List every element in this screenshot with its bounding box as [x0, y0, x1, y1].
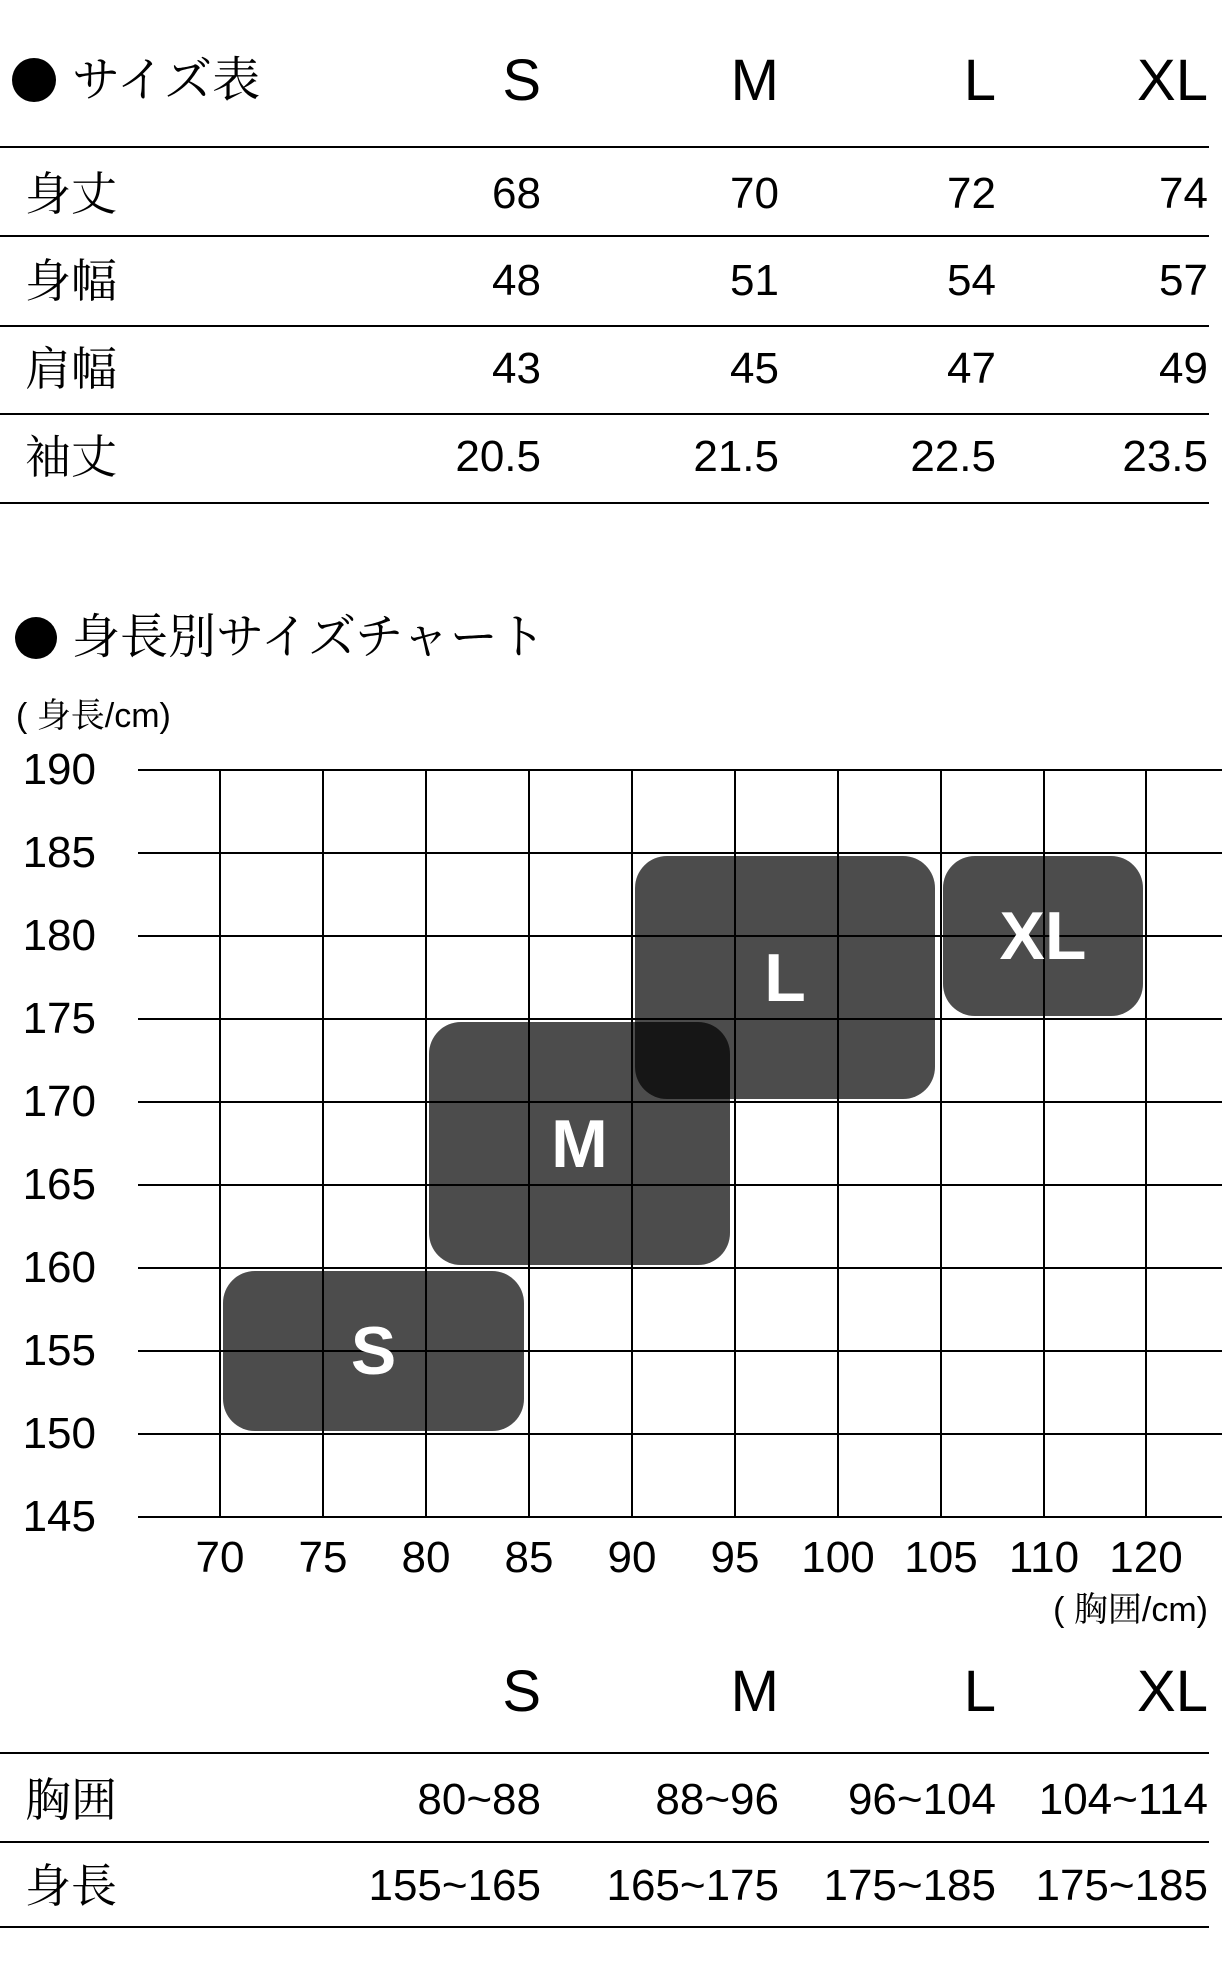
table-row — [0, 170, 1230, 218]
cell: 51 — [730, 256, 779, 305]
size-column-header-l: L — [963, 48, 996, 113]
y-axis-tick: 175 — [22, 994, 96, 1043]
y-axis-tick: 155 — [22, 1326, 96, 1375]
size-table-header-row — [0, 48, 1230, 113]
cell: 54 — [947, 256, 996, 305]
cell: 104~114 — [1038, 1775, 1208, 1824]
x-axis-tick: 85 — [504, 1533, 554, 1582]
x-axis-tick: 120 — [1109, 1533, 1183, 1582]
grid-line-vertical — [219, 769, 221, 1518]
y-axis-tick: 150 — [22, 1409, 96, 1458]
bullet-icon — [15, 617, 57, 659]
size-region-label: L — [764, 939, 806, 1016]
y-axis-tick: 145 — [22, 1492, 96, 1541]
table-row — [0, 1776, 1230, 1824]
size-region-s — [223, 1271, 524, 1431]
size-table-title: サイズ表 — [72, 54, 261, 107]
size-region-label: M — [551, 1105, 608, 1182]
cell: 74 — [1159, 169, 1208, 218]
grid-line-horizontal — [138, 1267, 1222, 1269]
cell: 96~104 — [847, 1775, 996, 1824]
table-row — [0, 433, 1230, 481]
x-axis-tick: 90 — [607, 1533, 657, 1582]
x-axis-tick: 105 — [904, 1533, 978, 1582]
cell: 47 — [947, 344, 996, 393]
row-label: 身幅 — [25, 255, 117, 307]
cell: 70 — [730, 169, 779, 218]
size-column-header-s: S — [502, 48, 541, 113]
cell: 155~165 — [368, 1861, 541, 1910]
y-axis-tick: 180 — [22, 911, 96, 960]
cell: 80~88 — [417, 1775, 541, 1824]
row-label: 身長 — [25, 1860, 117, 1912]
cell: 175~185 — [823, 1861, 996, 1910]
divider — [0, 502, 1209, 504]
fit-column-header-m: M — [730, 1659, 779, 1724]
x-axis-tick: 95 — [710, 1533, 760, 1582]
cell: 22.5 — [910, 432, 996, 481]
y-axis-tick: 170 — [22, 1077, 96, 1126]
cell: 165~175 — [606, 1861, 779, 1910]
row-label: 袖丈 — [25, 431, 117, 483]
cell: 57 — [1159, 256, 1208, 305]
grid-line-horizontal — [138, 1433, 1222, 1435]
fit-column-header-xl: XL — [1137, 1659, 1208, 1724]
grid-line-vertical — [1145, 769, 1147, 1518]
divider — [0, 1752, 1209, 1754]
divider — [0, 413, 1209, 415]
cell: 45 — [730, 344, 779, 393]
table-row — [0, 345, 1230, 393]
y-axis-unit-label: ( 身長/cm) — [16, 697, 171, 735]
cell: 49 — [1159, 344, 1208, 393]
grid-line-horizontal — [138, 1516, 1222, 1518]
divider — [0, 235, 1209, 237]
grid-line-horizontal — [138, 852, 1222, 854]
grid-line-vertical — [940, 769, 942, 1518]
row-label: 肩幅 — [25, 343, 117, 395]
size-column-header-xl: XL — [1137, 48, 1208, 113]
cell: 72 — [947, 169, 996, 218]
cell: 43 — [492, 344, 541, 393]
cell: 21.5 — [693, 432, 779, 481]
row-label: 胸囲 — [25, 1774, 117, 1826]
divider — [0, 146, 1209, 148]
x-axis-tick: 110 — [1008, 1533, 1080, 1582]
size-region-l — [635, 856, 935, 1099]
cell: 23.5 — [1122, 432, 1208, 481]
x-axis-tick: 75 — [298, 1533, 348, 1582]
cell: 88~96 — [655, 1775, 779, 1824]
fit-table-header-row — [0, 1659, 1230, 1724]
divider — [0, 1926, 1209, 1928]
x-axis-tick: 70 — [195, 1533, 245, 1582]
height-chart-title: 身長別サイズチャート — [72, 611, 546, 664]
size-region-xl — [943, 856, 1143, 1016]
size-region-label: S — [350, 1313, 397, 1389]
size-column-header-m: M — [730, 48, 779, 113]
y-axis-tick: 190 — [22, 745, 96, 794]
row-label: 身丈 — [25, 168, 117, 220]
x-axis-tick: 100 — [801, 1533, 875, 1582]
table-row — [0, 257, 1230, 305]
cell: 20.5 — [455, 432, 541, 481]
x-axis-unit-label: ( 胸囲/cm) — [1053, 1591, 1208, 1629]
x-axis-tick: 80 — [401, 1533, 451, 1582]
y-axis-tick: 165 — [22, 1160, 96, 1209]
cell: 68 — [492, 169, 541, 218]
grid-line-horizontal — [138, 769, 1222, 771]
size-region-label: XL — [999, 898, 1087, 974]
y-axis-tick: 160 — [22, 1243, 96, 1292]
divider — [0, 325, 1209, 327]
cell: 48 — [492, 256, 541, 305]
cell: 175~185 — [1035, 1861, 1208, 1910]
divider — [0, 1841, 1209, 1843]
table-row — [0, 1862, 1230, 1910]
fit-column-header-s: S — [502, 1659, 541, 1724]
fit-column-header-l: L — [963, 1659, 996, 1724]
y-axis-tick: 185 — [22, 828, 96, 877]
